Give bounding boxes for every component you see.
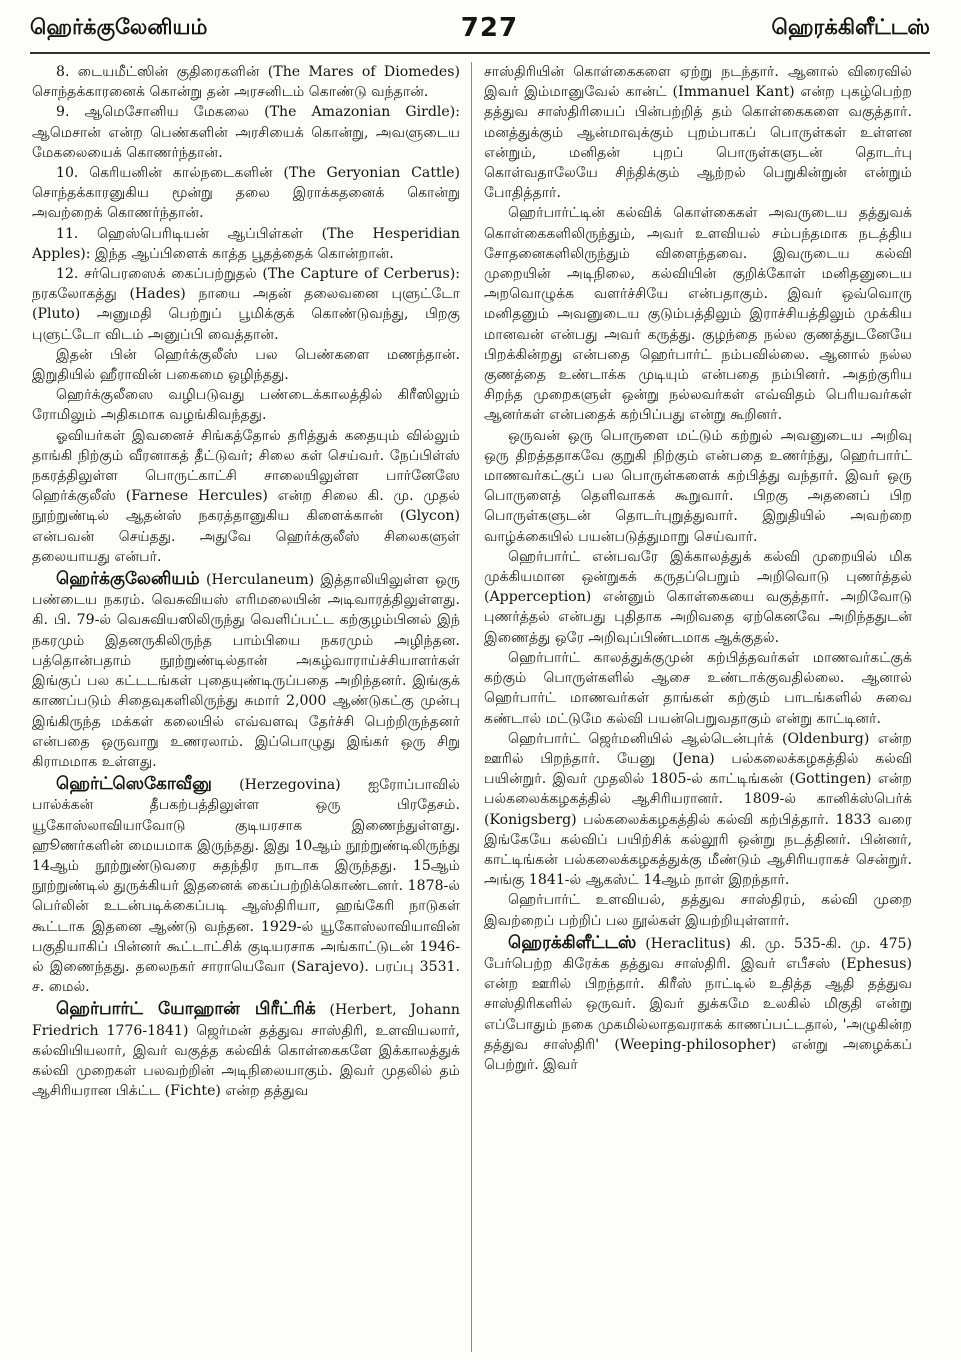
encyclopedia-entry (32, 774, 460, 997)
paragraph: 11. ஹெஸ்பெரிடியன் ஆப்பிள்கள் (The Hesperidian Apples): இந்த ஆப்பிளைக் காத்த பூதத்தைக் கொன்றான். (32, 225, 460, 262)
encyclopedia-entry (484, 933, 912, 1075)
paragraph: 9. ஆமெசோனிய மேகலை (The Amazonian Girdle): ஆமெசான் என்ற பெண்களின் அரசியைக் கொன்று, அவளுடைய மேகலையைக் கொணர்ந்தான். (32, 104, 460, 161)
left-column (32, 62, 460, 1352)
paragraph: இதன் பின் ஹெர்க்குலீஸ் பல பெண்களை மணந்தான். இறுதியில் ஹீராவின் பகைமை ஒழிந்தது. (32, 346, 460, 384)
paragraph: ஒருவன் ஒரு பொருளை மட்டும் கற்றுல் அவனுடைய அறிவு ஒரு திறத்ததாகவே குறுகி நிற்கும் என்பதை உணர்ந்து, ஹெர்பார்ட் மாணவர்கட்குப் பல பொருள்களைக் கற்பித்து வந்தார். இவர் ஒரு பொருளைத் தெளிவாகக் கூறுவார். பிறகு அதனைப் பிற பொருள்களுடன் தொடர்புறுத்துவார். இறுதியில் அவற்றை வாழ்க்கையில் பயன்படுத்துமாறு செய்வார். (484, 427, 912, 545)
encyclopedia-entry (32, 999, 460, 1101)
page-number: 727 (460, 13, 519, 43)
entry-body: (Herzegovina) ஐரோப்பாவில் பால்க்கன் தீபகற்பத்திலுள்ள ஒரு பிரதேசம். யூகோஸ்லாவியாவோடு குடியரசாக இணைந்துள்ளது. ஹூணர்களின் மையமாக இருந்தது. இது 10ஆம் நூற்றுண்டிலிருந்து 14ஆம் நூற்றுண்டுவரை சுதந்திர நாடாக இருந்தது. 15ஆம் நூற்றுண்டில் துருக்கியர் இதனைக் கைப்பற்றிக்கொண்டனர். 1878-ல் பெர்லின் உடன்படிக்கைப்படி ஆஸ்திரியா, ஹங்கேரி நாடுகள் கூட்டாக இதனை ஆண்டு வந்தன. 1929-ல் யூகோஸ்லாவியாவின் பகுதியாகிப் பின்னர் கூட்டாட்சிக் குடியரசாக அங்காட்டுடன் 1946-ல் இணைந்தது. தலைநகர் சாராயெவோ (Sarajevo). பரப்பு 3531. ச. மைல். (32, 777, 460, 996)
paragraph: ஹெர்க்குலீஸை வழிபடுவது பண்டைக்காலத்தில் கிரீஸிலும் ரோமிலும் அதிகமாக வழங்கிவந்தது. (32, 387, 460, 424)
paragraph: 8. டையமீட்ஸின் குதிரைகளின் (The Mares of Diomedes) சொந்தக்காரனைக் கொன்று தன் அரசனிடம் கொண்டு வந்தான். (32, 64, 460, 101)
paragraph: ஹெர்பார்ட்டின் கல்விக் கொள்கைகள் அவருடைய தத்துவக் கொள்கைகளிலிருந்தும், அவர் உளவியல் சம்பந்தமாக நடத்திய சோதனைகளிலிருந்தும் விளைந்தவை. இவருடைய கல்வி முறையின் அடிநிலை, கல்வியின் குறிக்கோள் மனிதனுடைய அறவொழுக்க வளர்ச்சியே என்பதாகும். இவர் ஒவ்வொரு மனிதனும் அவனுடைய குடும்பத்திலும் இராச்சியத்திலும் முக்கிய மானவன் என்பது அவர் கருத்து. குழந்தை நல்ல குணத்துடனேயே பிறக்கின்றது என்பதை ஹெர்பார்ட் நம்பவில்லை. ஆனால் நல்ல குணத்தை உண்டாக்க முடியும் என்பதை நம்பினர். அதற்குரிய சிறந்த முறைகளுள் ஒன்று நல்லவர்கள் எவ்விதம் பெரியவர்கள் ஆனர்கள் என்பதைக் கற்பிப்பது என்று கூறினர். (484, 205, 912, 424)
running-header (30, 8, 930, 48)
entry-headword: ஹெர்க்குலேனியம் (56, 569, 200, 590)
entry-body: (Heraclitus) கி. மு. 535-கி. மு. 475) பேர்பெற்ற கிரேக்க தத்துவ சாஸ்திரி. இவர் எபீசஸ் (Ephesus) என்ற ஊரில் பிறந்தார். கிரீஸ் நாட்டில் உதித்த ஆதி தத்துவ சாஸ்திரிகளில் ஒருவர். இவர் துக்கமே உலகில் மிகுதி என்று எப்போதும் நகை முகமில்லாதவராகக் காணப்பட்டதால், 'அழுகின்ற தத்துவ சாஸ்திரி' (Weeping-philosopher) என்று அழைக்கப் பெற்றுர். இவர் (484, 935, 912, 1073)
column-divider (471, 62, 472, 1352)
entry-headword: ஹெர்பார்ட் யோஹான் பிரீட்ரிக் (56, 999, 316, 1020)
header-rule (30, 52, 930, 54)
entry-headword: ஹெர்ட்ஸெகோவீனு (56, 774, 212, 795)
encyclopedia-entry (32, 569, 460, 772)
entry-headword: ஹெரக்கிளீட்டஸ் (508, 932, 637, 953)
paragraph: 12. சர்பெரஸைக் கைப்பற்றுதல் (The Capture of Cerberus): நரகலோகத்து (Hades) நாயை அதன் தலைவனை புளுட்டோ (Pluto) அனுமதி பெற்றுப் பூமிக்குக் கொண்டுவந்து, பிறகு புளுட்டோ விடம் அனுப்பி வைத்தான். (32, 266, 460, 343)
header-right-guide-word: ஹெரக்கிளீட்டஸ் (771, 14, 930, 39)
header-left-guide-word: ஹெர்க்குலேனியம் (30, 14, 208, 39)
right-column (484, 62, 912, 1352)
entry-body: (Herculaneum) இத்தாலியிலுள்ள ஒரு பண்டைய நகரம். வெசுவியஸ் எரிமலையின் அடிவாரத்திலுள்ளது. கி. பி. 79-ல் வெசுவியஸிலிருந்து வெளிப்பட்ட கற்குழம்பினல் இந் நகரமும் இதனருகிலிருந்த பாம்பியை நகரமும் அழிந்தன. பத்தொன்பதாம் நூற்றுண்டில்தான் அகழ்வாராய்ச்சியாளர்கள் இங்குப் பல கட்டடங்கள் புதையுண்டிருப்பதை அறிந்தனர். இங்குக் காணப்படும் சிதைவுகளிலிருந்து சுமார் 2,000 ஆண்டுகட்கு முன்பு இங்கிருந்த மக்கள் கலையில் எவ்வளவு தேர்ச்சி பெற்றிருந்தனர் என்பதை ஒருவாறு உணரலாம். இப்பொழுது இங்கர் ஒரு சிறு கிராமமாக உள்ளது. (32, 572, 460, 770)
paragraph: ஓவியர்கள் இவனைச் சிங்கத்தோல் தரித்துக் கதையும் வில்லும் தாங்கி நிற்கும் வீரனாகத் தீட்டுவர்; சிலை கள் செய்வர். நேப்பிள்ஸ் நகரத்திலுள்ள பொருட்காட்சி சாலையிலுள்ள பார்னேஸே ஹெர்க்குலீஸ் (Farnese Hercules) என்ற சிலை கி. மு. முதல் நூற்றுண்டில் ஆதன்ஸ் நகரத்தானுகிய கிளைக்கான் (Glycon) என்பவன் செய்தது. அதுவே ஹெர்க்குலீஸ் சிலைகளுள் தலையாயது என்பர். (32, 427, 460, 565)
paragraph: ஹெர்பார்ட் என்பவரே இக்காலத்துக் கல்வி முறையில் மிக முக்கியமான ஒன்றுகக் கருதப்பெறும் அறிவொடு புணர்த்தல் (Apperception) என்னும் கொள்கையை வகுத்தார். அறிவோடு புணர்த்தல் என்பது புதிதாக அறிவதை ஏற்கெனவே அறிந்ததுடன் இணைத்து ஒரே அறிவுப்பிண்டமாக ஆக்குதல். (484, 548, 912, 646)
paragraph: சாஸ்திரியின் கொள்கைகளை ஏற்று நடந்தார். ஆனால் விரைவில் இவர் இம்மானுவேல் கான்ட் (Immanuel Kant) என்ற புகழ்பெற்ற தத்துவ சாஸ்திரியைப் பின்பற்றித் தம் கொள்கைகளை வகுத்தார். மனத்துக்கும் ஆன்மாவுக்கும் புறம்பாகப் பொருள்கள் உள்ளன என்றும், மனிதன் புறப் பொருள்களுடன் தொடர்பு கொள்வதாலேயே சிந்திக்கும் ஆற்றல் பெறுகின்றுன் என்றும் போதித்தார். (484, 64, 912, 202)
paragraph: ஹெர்பார்ட் ஜெர்மனியில் ஆல்டென்புர்க் (Oldenburg) என்ற ஊரில் பிறந்தார். யேனு (Jena) பல்கலைக்கழகத்தில் கல்வி பயின்றுர். இவர் முதலில் 1805-ல் காட்டிங்கன் (Gottingen) என்ற பல்கலைக்கழகத்தில் ஆசிரியரானர். 1809-ல் கானிக்ஸ்பெர்க் (Konigsberg) பல்கலைக்கழகத்தில் கல்வி கற்பித்தார். 1833 வரை இங்கேயே கல்விப் பயிற்சிக் கல்லூரி ஒன்று நடத்தினர். பின்னர், காட்டிங்கன் பல்கலைக்கழகத்துக்கு மீண்டும் ஆசிரியராகச் சென்றுர். அங்கு 1841-ல் ஆகஸ்ட் 14ஆம் நாள் இறந்தார். (484, 730, 912, 889)
paragraph: 10. கெரியனின் கால்நடைகளின் (The Geryonian Cattle) சொந்தக்காரனுகிய மூன்று தலை இராக்கதனைக் கொன்று அவற்றைக் கொணர்ந்தான். (32, 165, 460, 222)
entry-body: (Herbert, Johann Friedrich 1776-1841) ஜெர்மன் தத்துவ சாஸ்திரி, உளவியலார், கல்வியியலார், இவர் வகுத்த கல்விக் கொள்கைகளே இக்காலத்துக் கல்வி முறைகள் பலவற்றின் அடிநிலையாகும். இவர் முதலில் தம் ஆசிரியரான பிக்ட்ட (Fichte) என்ற தத்துவ (32, 1002, 460, 1100)
paragraph: ஹெர்பார்ட் காலத்துக்குமுன் கற்பித்தவர்கள் மாணவர்கட்குக் கற்கும் பொருள்களில் ஆசை உண்டாக்குவதில்லை. ஆனால் ஹெர்பார்ட் மாணவர்கள் தாங்கள் கற்கும் பாடங்களில் சுவை கண்டால் மட்டுமே கல்வி பயன்பெறுவதாகும் என்று காட்டினர். (484, 649, 912, 727)
paragraph: ஹெர்பார்ட் உளவியல், தத்துவ சாஸ்திரம், கல்வி முறை இவற்றைப் பற்றிப் பல நூல்கள் இயற்றியுள்ளார். (484, 892, 912, 929)
